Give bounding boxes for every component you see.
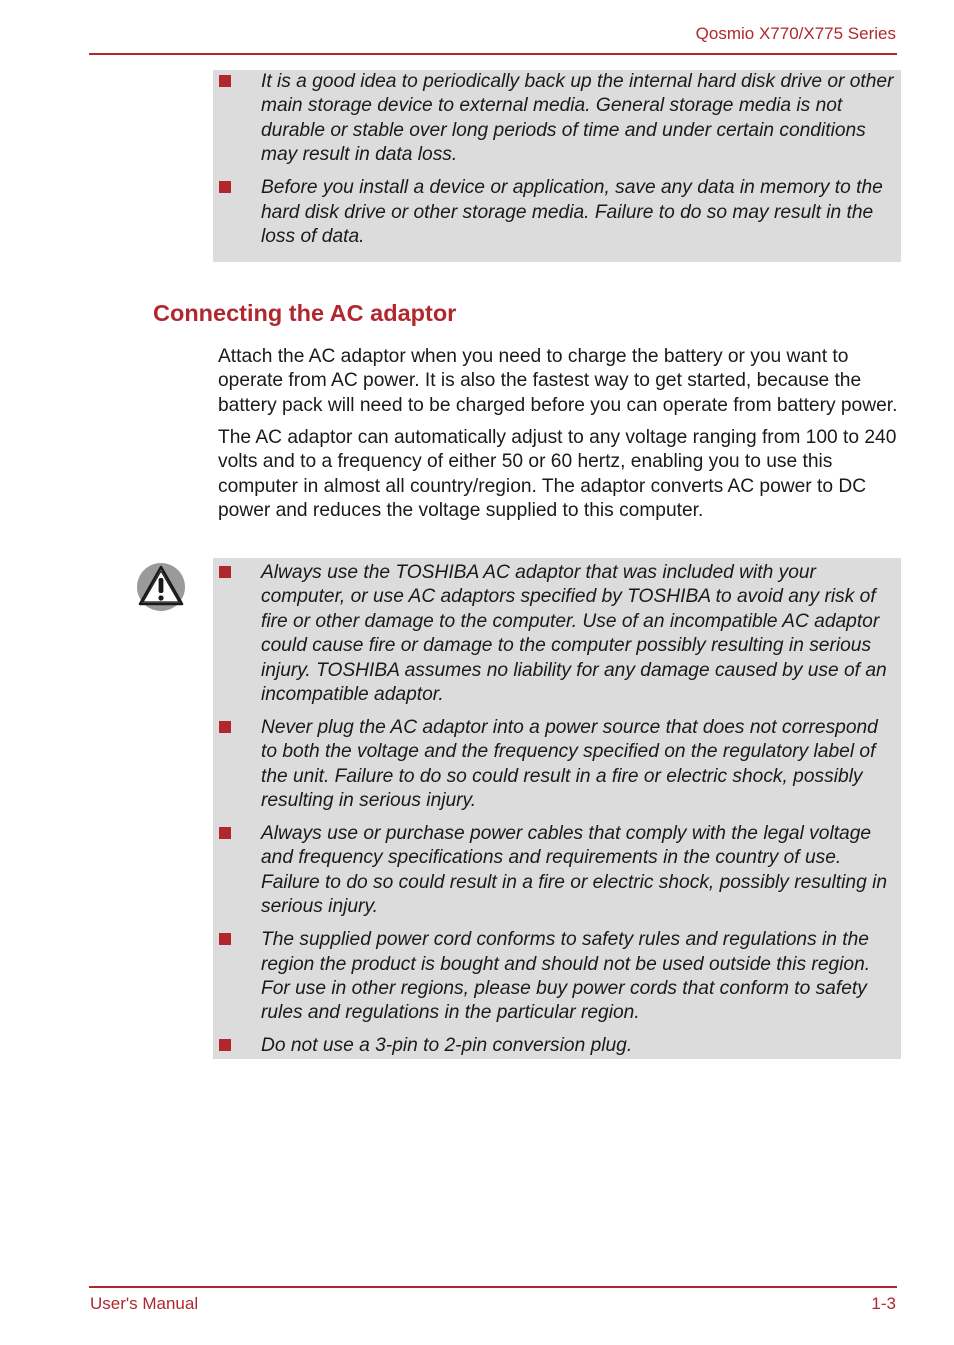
square-bullet-icon <box>219 75 231 87</box>
warning-text: Never plug the AC adaptor into a power source that does not correspond to both the voltage and the frequency specified on the regulatory label of the unit. Failure to do so could result in a fire or electric shock, possibly resulting in serious injury. <box>261 716 878 812</box>
page-number: 1-3 <box>871 1294 896 1313</box>
warning-item <box>213 716 901 814</box>
section-body <box>218 345 898 531</box>
footer-manual-title: User's Manual <box>90 1294 199 1313</box>
warning-item <box>213 822 901 920</box>
footer-rule <box>89 1286 897 1288</box>
running-header-title: Qosmio X770/X775 Series <box>695 24 896 43</box>
header-rule <box>89 53 897 55</box>
body-paragraph: Attach the AC adaptor when you need to charge the battery or you want to operate from AC power. It is also the fastest way to get started, because the battery pack will need to be charged before you can operate from battery power. <box>218 346 898 416</box>
note-text: Before you install a device or application, save any data in memory to the hard disk drive or other storage media. Failure to do so may result in the loss of data. <box>261 177 883 247</box>
warning-text: Do not use a 3-pin to 2-pin conversion plug. <box>261 1035 633 1057</box>
note-list-top <box>213 70 901 249</box>
square-bullet-icon <box>219 181 231 193</box>
square-bullet-icon <box>219 827 231 839</box>
warning-text: Always use or purchase power cables that comply with the legal voltage and frequency specifications and requirements in the country of use. Failure to do so could result in a fire or electric shock, possibly resulting in serious injury. <box>261 823 888 918</box>
square-bullet-icon <box>219 721 231 733</box>
warning-item <box>213 561 901 707</box>
note-item <box>213 70 901 168</box>
square-bullet-icon <box>219 1039 231 1051</box>
warning-box <box>213 558 901 1059</box>
section-heading: Connecting the AC adaptor <box>153 300 457 326</box>
note-box-top <box>213 70 901 262</box>
square-bullet-icon <box>219 933 231 945</box>
warning-item <box>213 928 901 1026</box>
warning-text: The supplied power cord conforms to safety rules and regulations in the region the product is bought and should not be used outside this region. For use in other regions, please buy power cords that conform to safety rules and regulations in the particular region. <box>261 929 871 1024</box>
note-item <box>213 176 901 249</box>
square-bullet-icon <box>219 566 231 578</box>
warning-list <box>213 558 901 1059</box>
warning-item <box>213 1034 901 1058</box>
note-text: It is a good idea to periodically back up the internal hard disk drive or other main storage device to external media. General storage media is not durable or stable over long periods of time and under certain conditions may result in data loss. <box>261 71 894 166</box>
body-paragraph: The AC adaptor can automatically adjust to any voltage ranging from 100 to 240 volts and to a frequency of either 50 or 60 hertz, enabling you to use this computer in almost all country/region. The adaptor converts AC power to DC power and reduces the voltage supplied to this computer. <box>218 426 897 521</box>
warning-triangle-icon <box>135 561 187 613</box>
warning-text: Always use the TOSHIBA AC adaptor that was included with your computer, or use AC adaptors specified by TOSHIBA to avoid any risk of fire or other damage to the computer. Use of an incompatible AC adaptor could cause fire or damage to the computer possibly resulting in serious injury. TOSHIBA assumes no liability for any damage caused by use of an incompatible adaptor. <box>261 562 887 706</box>
